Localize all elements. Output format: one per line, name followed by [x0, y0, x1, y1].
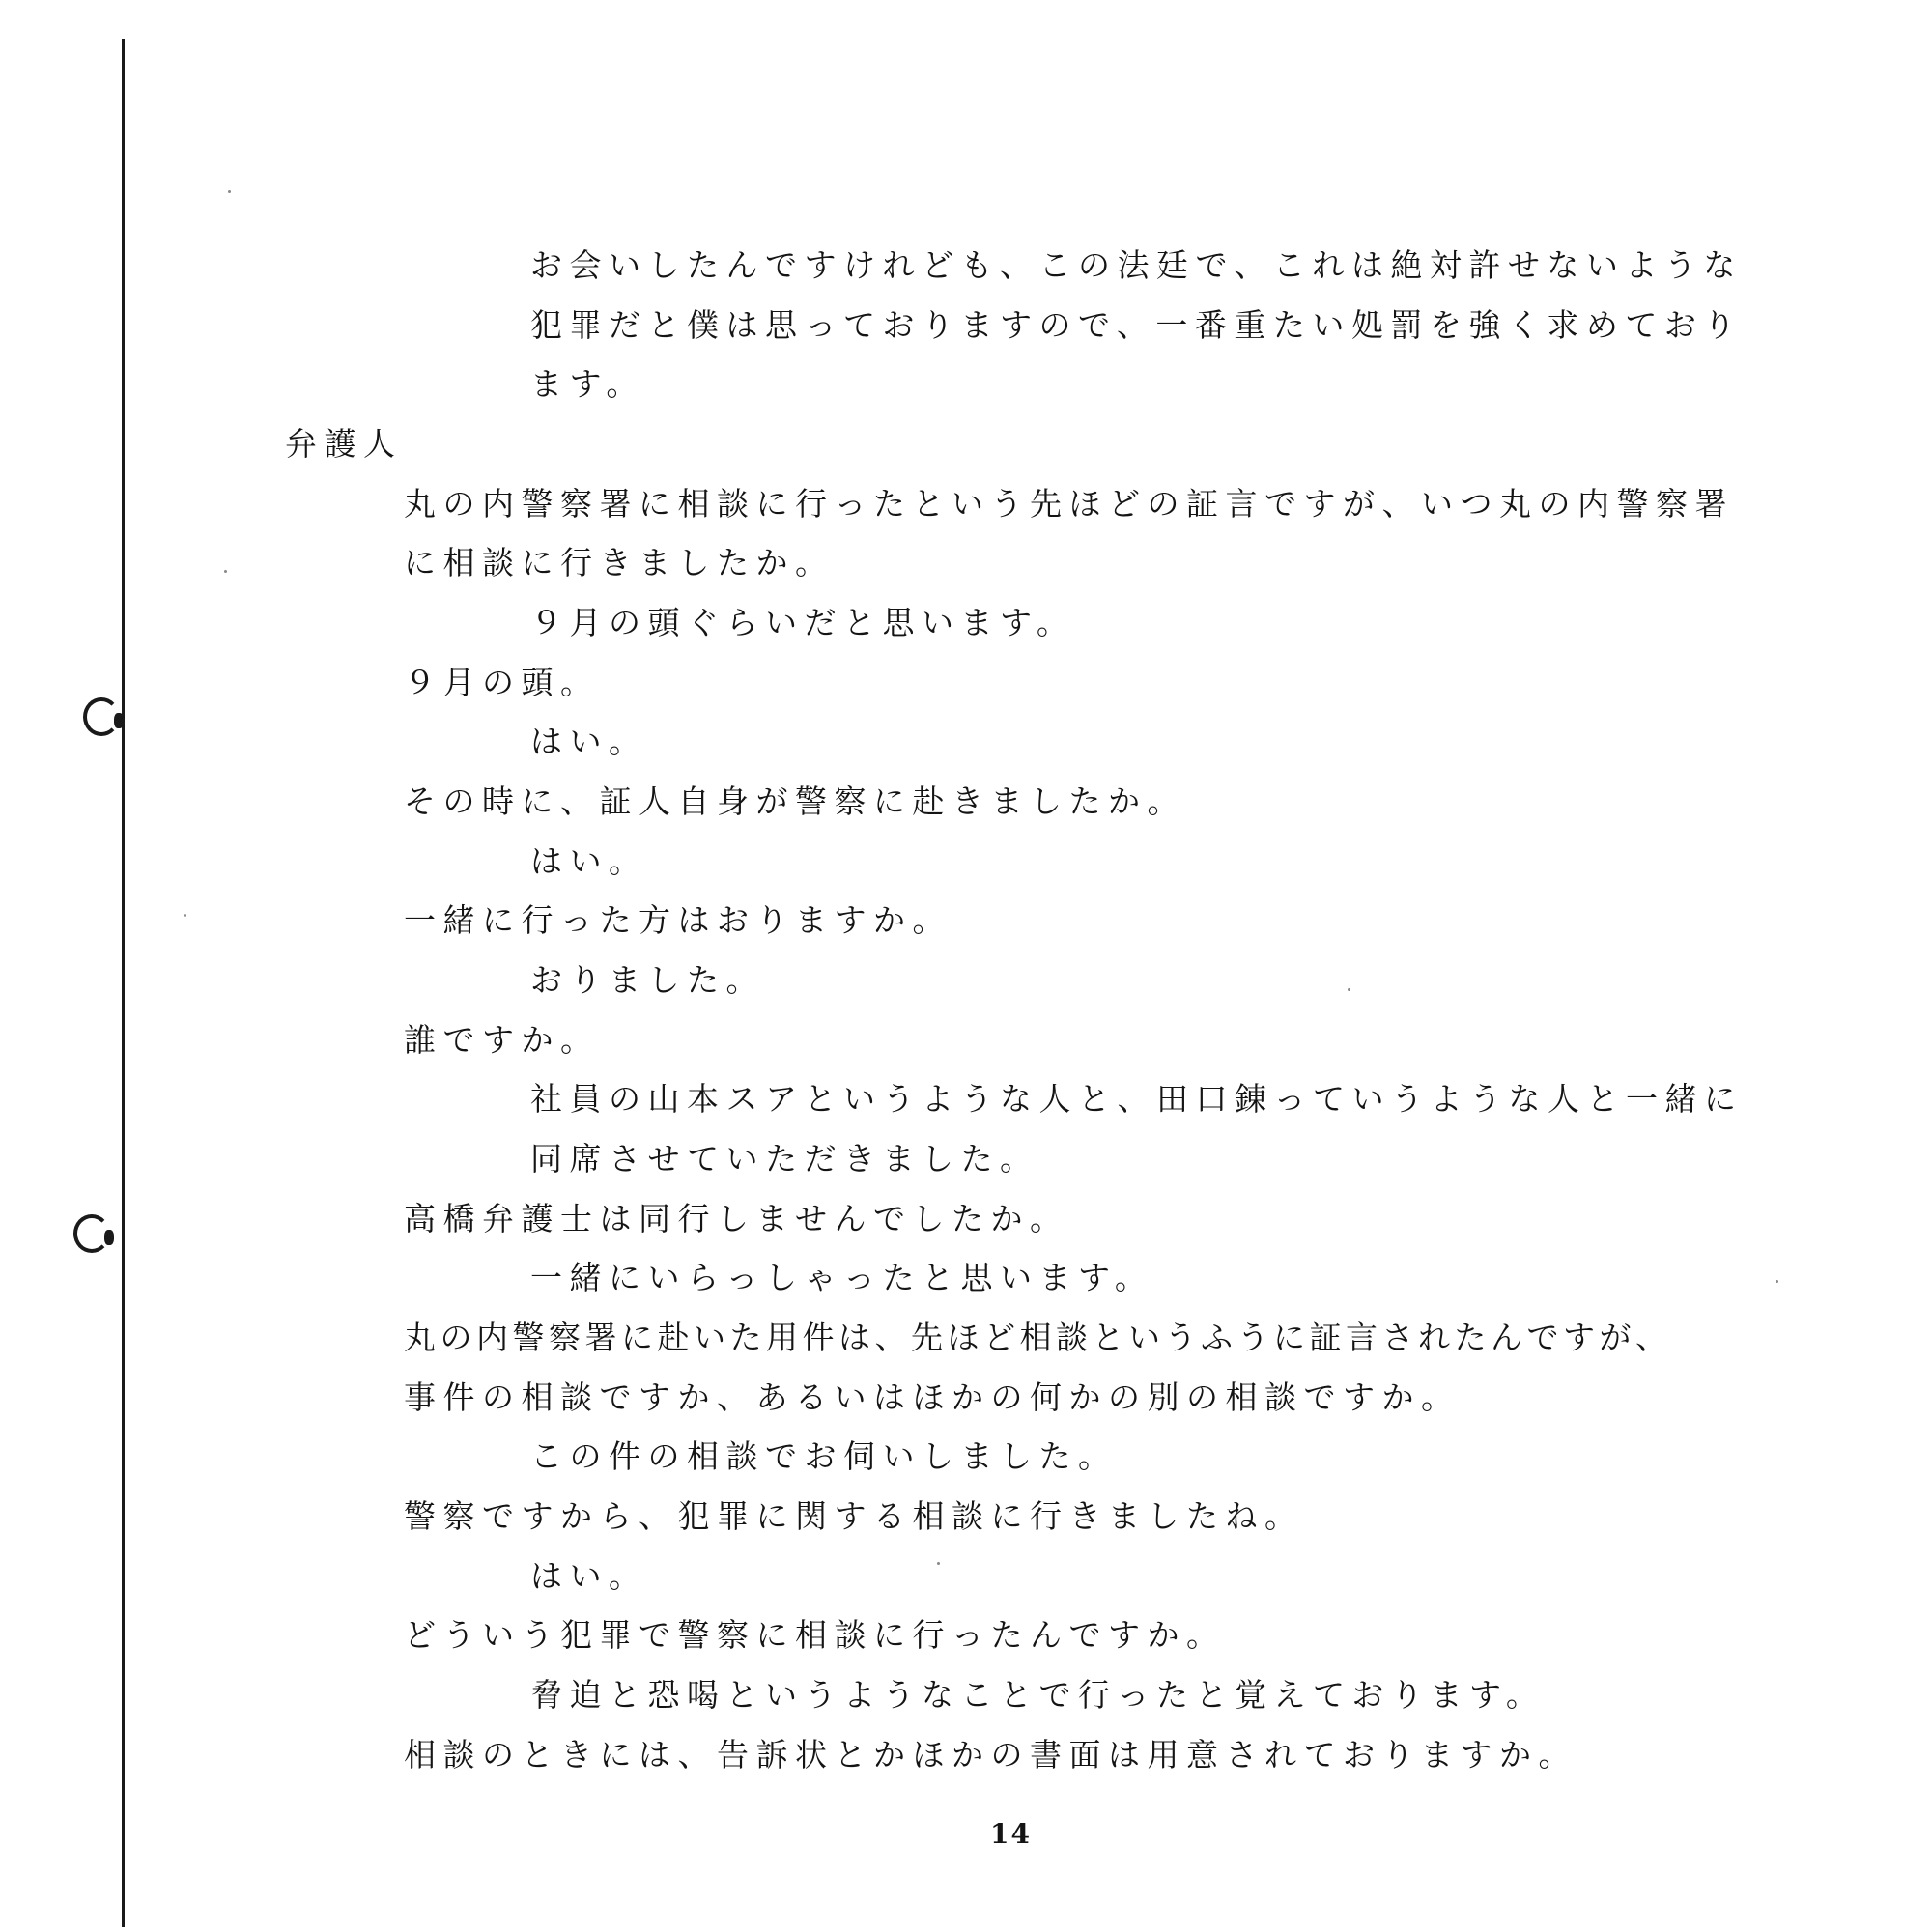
scan-speck: [1348, 988, 1350, 991]
answer-line: 犯罪だと僕は思っておりますので、一番重たい処罰を強く求めており: [530, 306, 1743, 344]
scan-speck: [1776, 1280, 1778, 1283]
question-line: 警察ですから、犯罪に関する相談に行きましたね。: [404, 1497, 1304, 1535]
answer-line: 一緒にいらっしゃったと思います。: [530, 1259, 1154, 1296]
answer-line: 脅迫と恐喝というようなことで行ったと覚えております。: [530, 1676, 1546, 1714]
answer-line: はい。: [530, 723, 648, 760]
answer-line: ます。: [530, 365, 645, 403]
answer-line: ９月の頭ぐらいだと思います。: [530, 604, 1076, 641]
answer-line: 同席させていただきました。: [530, 1140, 1039, 1178]
scan-speck: [937, 1562, 940, 1565]
question-line: その時に、証人自身が警察に赴きましたか。: [404, 782, 1186, 820]
scan-speck: [228, 190, 231, 193]
scan-speck: [224, 570, 227, 573]
question-line: 相談のときには、告訴状とかほかの書面は用意されておりますか。: [404, 1736, 1577, 1774]
speaker-label: 弁護人: [285, 425, 403, 463]
question-line: 事件の相談ですか、あるいはほかの何かの別の相談ですか。: [404, 1378, 1461, 1416]
question-line: に相談に行きましたか。: [404, 544, 835, 582]
answer-line: お会いしたんですけれども、この法廷で、これは絶対許せないような: [530, 246, 1743, 284]
punch-hole-icon: [73, 1214, 110, 1253]
punch-hole-icon: [83, 697, 120, 736]
question-line: 丸の内警察署に相談に行ったという先ほどの証言ですが、いつ丸の内警察署: [404, 485, 1734, 523]
question-line: どういう犯罪で警察に相談に行ったんですか。: [404, 1616, 1226, 1654]
answer-line: 社員の山本スアというような人と、田口錬っていうような人と一緒に: [530, 1080, 1744, 1118]
question-line: 誰ですか。: [404, 1021, 600, 1059]
binding-margin-line: [122, 39, 125, 1927]
answer-line: おりました。: [530, 961, 765, 999]
question-line: ９月の頭。: [404, 664, 600, 701]
page-number: 14: [990, 1818, 1032, 1850]
answer-line: この件の相談でお伺いしました。: [530, 1437, 1118, 1475]
question-line: 一緒に行った方はおりますか。: [404, 901, 952, 939]
question-line: 丸の内警察署に赴いた用件は、先ほど相談というふうに証言されたんですが、: [404, 1319, 1672, 1356]
question-line: 高橋弁護士は同行しませんでしたか。: [404, 1200, 1069, 1237]
scan-speck: [184, 914, 186, 917]
answer-line: はい。: [530, 842, 648, 880]
answer-line: はい。: [530, 1557, 648, 1595]
